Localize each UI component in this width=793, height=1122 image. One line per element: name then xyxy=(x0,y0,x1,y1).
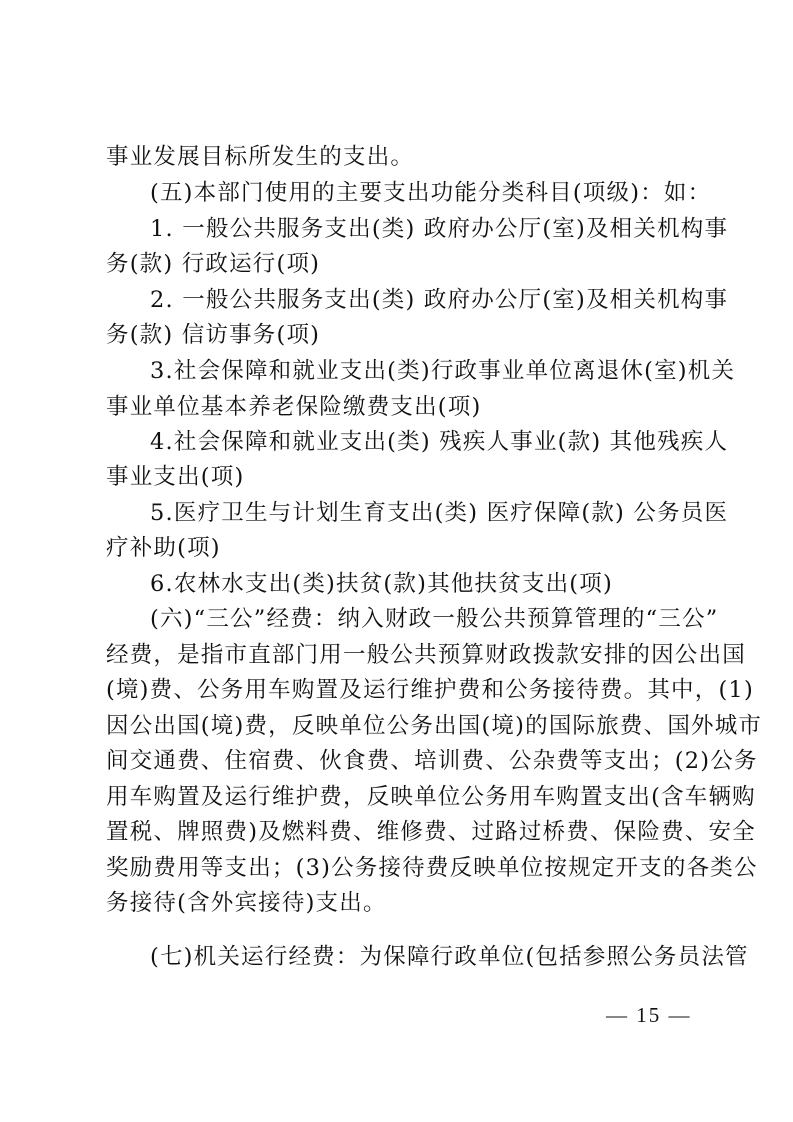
text-line-5: 2. 一般公共服务支出(类) 政府办公厅(室)及相关机构事 xyxy=(150,287,729,313)
text-line-10: 事业支出(项) xyxy=(106,464,245,490)
text-line-7: 3.社会保障和就业支出(类)行政事业单位离退休(室)机关 xyxy=(150,358,736,384)
text-line-6: 务(款) 信访事务(项) xyxy=(106,322,321,348)
text-line-15: 经费，是指市直部门用一般公共预算财政拨款安排的因公出国 xyxy=(106,642,746,668)
text-line-2: (五)本部门使用的主要支出功能分类科目(项级)：如： xyxy=(150,180,712,206)
text-line-1: 事业发展目标所发生的支出。 xyxy=(106,144,415,170)
page-number: — 15 — xyxy=(606,1003,692,1027)
text-line-12: 疗补助(项) xyxy=(106,535,221,561)
text-line-13: 6.农林水支出(类)扶贫(款)其他扶贫支出(项) xyxy=(150,571,613,597)
text-line-14: (六)“三公”经费：纳入财政一般公共预算管理的“三公” xyxy=(150,606,719,632)
text-line-22: 务接待(含外宾接待)支出。 xyxy=(106,890,387,916)
text-line-11: 5.医疗卫生与计划生育支出(类) 医疗保障(款) 公务员医 xyxy=(150,500,729,526)
text-line-20: 置税、牌照费)及燃料费、维修费、过路过桥费、保险费、安全 xyxy=(106,819,756,845)
text-line-23: (七)机关运行经费：为保障行政单位(包括参照公务员法管 xyxy=(150,944,749,970)
text-line-9: 4.社会保障和就业支出(类) 残疾人事业(款) 其他残疾人 xyxy=(150,429,729,455)
text-line-18: 间交通费、住宿费、伙食费、培训费、公杂费等支出；(2)公务 xyxy=(106,748,758,774)
text-line-16: (境)费、公务用车购置及运行维护费和公务接待费。其中，(1) xyxy=(106,677,754,703)
text-line-8: 事业单位基本养老保险缴费支出(项) xyxy=(106,394,482,420)
text-line-17: 因公出国(境)费，反映单位公务出国(境)的国际旅费、国外城市 xyxy=(106,713,763,739)
text-line-19: 用车购置及运行维护费，反映单位公务用车购置支出(含车辆购 xyxy=(106,784,756,810)
text-line-4: 务(款) 行政运行(项) xyxy=(106,251,321,277)
text-line-3: 1. 一般公共服务支出(类) 政府办公厅(室)及相关机构事 xyxy=(150,216,729,242)
text-line-21: 奖励费用等支出；(3)公务接待费反映单位按规定开支的各类公 xyxy=(106,855,758,881)
